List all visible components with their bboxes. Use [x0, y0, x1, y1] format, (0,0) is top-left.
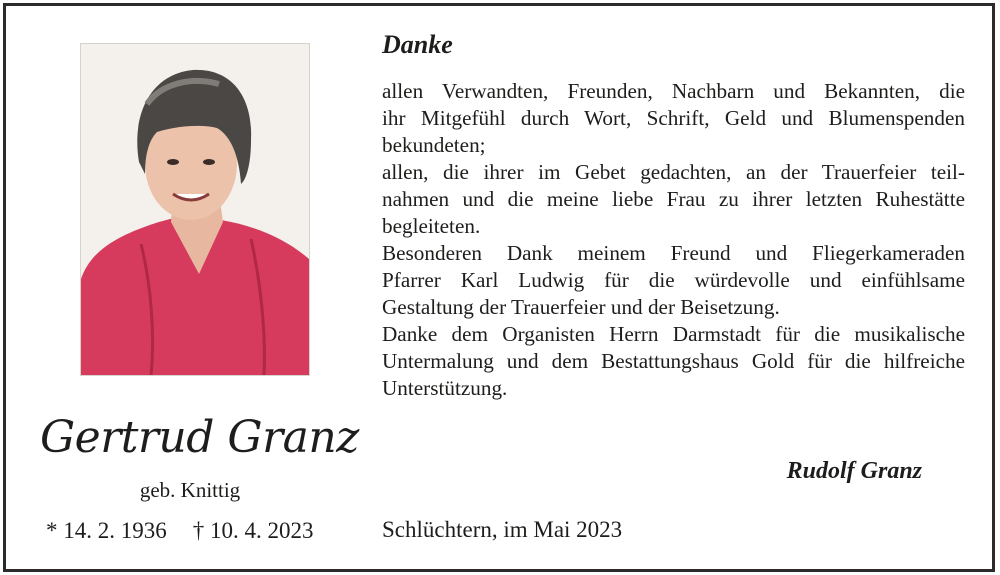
text-line: allen, die ihrer im Gebet gedachten, an der Trauerfeier teil-	[382, 160, 965, 184]
thanks-paragraph	[382, 78, 965, 159]
text-line: Untermalung und dem Bestattungshaus Gold für die hilfreiche	[382, 349, 965, 373]
thanks-paragraph	[382, 159, 965, 240]
text-line: begleiteten.	[382, 214, 481, 238]
text-line: Besonderen Dank meinem Freund und Fliegerkameraden	[382, 241, 965, 265]
notice-heading: Danke	[382, 30, 453, 59]
birth-date: * 14. 2. 1936	[46, 518, 167, 543]
text-line: Pfarrer Karl Ludwig für die würdevolle und einfühlsame	[382, 268, 965, 292]
life-dates	[46, 518, 314, 544]
text-line: allen Verwandten, Freunden, Nachbarn und Bekannten, die	[382, 79, 965, 103]
text-line: Unterstützung.	[382, 376, 508, 400]
text-line: Danke dem Organisten Herrn Darmstadt für die musikalische	[382, 322, 965, 346]
birth-name: geb. Knittig	[139, 478, 241, 502]
portrait-photo	[80, 43, 310, 376]
deceased-name: Gertrud Granz	[40, 412, 359, 463]
thanks-text	[382, 78, 965, 402]
signature: Rudolf Granz	[786, 458, 922, 484]
text-line: ihr Mitgefühl durch Wort, Schrift, Geld und Blumenspenden	[382, 106, 965, 130]
text-line: bekundeten;	[382, 133, 486, 157]
text-line: nahmen und die meine liebe Frau zu ihrer letzten Ruhestätte	[382, 187, 965, 211]
place-and-date: Schlüchtern, im Mai 2023	[382, 517, 623, 542]
death-date: † 10. 4. 2023	[192, 518, 314, 543]
thanks-paragraph	[382, 240, 965, 321]
thanks-paragraph	[382, 321, 965, 402]
text-line: Gestaltung der Trauerfeier und der Beisetzung.	[382, 295, 780, 319]
